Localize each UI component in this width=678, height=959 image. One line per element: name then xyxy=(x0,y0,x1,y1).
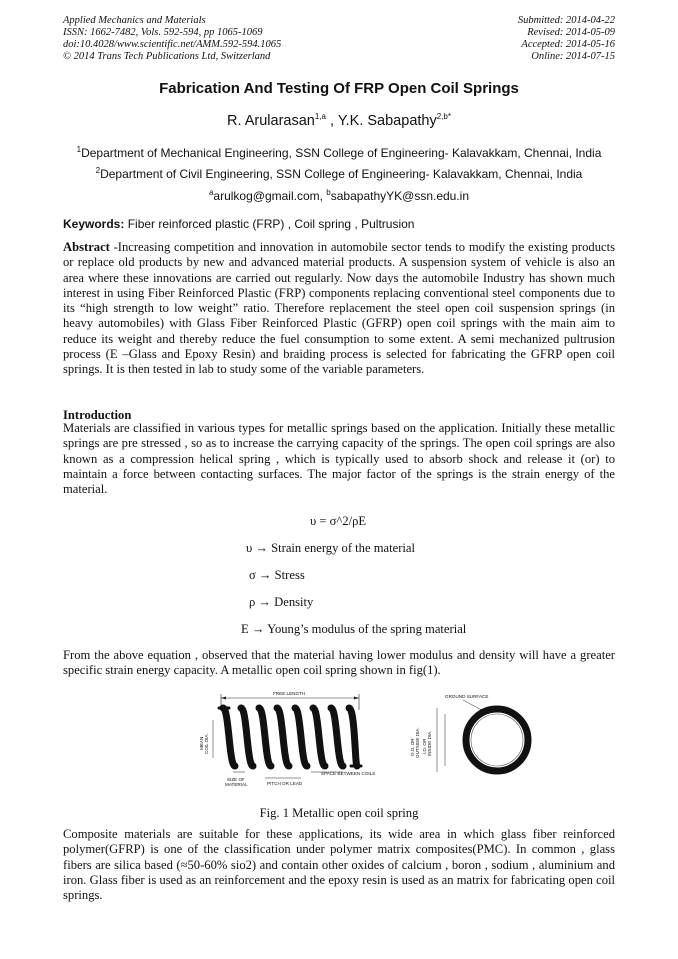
online-date: Online: 2014-07-15 xyxy=(531,51,615,62)
aff1-sup: 1 xyxy=(76,145,82,154)
introduction-paragraph-1: Materials are classified in various types for metallic springs based on the application. Initially these metallic springs are pre stressed , so as to increase the carrying capacity of the springs. The open coil springs are also known as a compression helical spring , which is typically used to absorb shock and release it (or) to maintain a force between contacting surfaces. The major factor of the springs is the strain energy of the material. xyxy=(63,421,615,497)
size-material-label-1: SIZE OF xyxy=(227,777,245,782)
aff1-text: Department of Mechanical Engineering, SSN College of Engineering- Kalavakkam, Chennai, India xyxy=(81,146,602,160)
email-a[interactable]: arulkog@gmail.com, xyxy=(213,189,327,203)
submitted-date: Submitted: 2014-04-22 xyxy=(517,15,615,26)
authors xyxy=(0,113,678,129)
od-label-1: O.D. OR xyxy=(410,738,415,756)
spring-figure xyxy=(193,688,603,793)
author-2: Y.K. Sabapathy xyxy=(337,113,437,129)
author-1: R. Arularasan xyxy=(227,113,315,129)
doi: doi:10.4028/www.scientific.net/AMM.592-594.1065 xyxy=(63,39,282,50)
introduction-paragraph-2: From the above equation , observed that the material having lower modulus and density will have a greater specific strain energy capacity. A metallic open coil spring shown in fig(1). xyxy=(63,648,615,678)
spring-coils xyxy=(219,708,361,766)
emails xyxy=(0,189,678,203)
id-label-1: I.D. OR xyxy=(422,738,427,754)
free-length-label: FREE LENGTH xyxy=(273,691,306,696)
email-a-sup: a xyxy=(208,188,214,197)
paper-title: Fabrication And Testing Of FRP Open Coil Springs xyxy=(159,80,519,97)
author-separator: , xyxy=(326,113,338,129)
introduction-heading: Introduction xyxy=(63,408,132,422)
abstract-label: Abstract xyxy=(63,240,110,254)
definition-stress: σ → Stress xyxy=(249,568,305,582)
journal-header xyxy=(63,15,281,63)
keywords-label: Keywords: xyxy=(63,217,125,231)
definition-density: ρ → Density xyxy=(249,595,314,609)
definition-youngs-modulus: E → Young’s modulus of the spring material xyxy=(241,622,467,636)
revised-date: Revised: 2014-05-09 xyxy=(527,27,615,38)
email-b[interactable]: sabapathyYK@ssn.edu.in xyxy=(330,189,470,203)
dates-header xyxy=(518,15,615,63)
accepted-date: Accepted: 2014-05-16 xyxy=(521,39,615,50)
figure-caption: Fig. 1 Metallic open coil spring xyxy=(259,806,419,820)
journal-name: Applied Mechanics and Materials xyxy=(63,15,206,26)
copyright: © 2014 Trans Tech Publications Ltd, Switzerland xyxy=(63,51,271,62)
keywords-text: Fiber reinforced plastic (FRP) , Coil spring , Pultrusion xyxy=(124,217,415,231)
equation: υ = σ^2/ρE xyxy=(310,514,367,528)
od-label-2: OUTSIDE DIA. xyxy=(415,727,420,758)
affiliation-1 xyxy=(0,146,678,160)
email-b-sup: b xyxy=(326,188,331,197)
ground-surface-label: GROUND SURFACE xyxy=(445,694,489,699)
spring-end-ring xyxy=(466,709,528,771)
size-material-label-2: MATERIAL xyxy=(225,782,248,787)
mean-dia-label-1: MEAN xyxy=(199,736,204,750)
abstract xyxy=(63,240,615,378)
id-label-2: INSIDE DIA. xyxy=(427,730,432,756)
affiliation-2 xyxy=(0,167,678,181)
author-2-sup: 2,b* xyxy=(436,112,451,122)
definition-strain-energy: υ → Strain energy of the material xyxy=(246,541,415,555)
space-label: SPACE BETWEEN COILS xyxy=(321,771,376,776)
introduction-paragraph-3: Composite materials are suitable for these applications, its wide area in which glass fiber reinforced polymer(GFRP) is one of the classification under polymer matrix composites(PMC). In common , glass fibers are silica based (≈50-60% sio2) and contain other oxides of calcium , boron , sodium , aluminium and iron. Glass fiber is used as an reinforcement and the epoxy resin is used as an matrix for fabricating open coil springs. xyxy=(63,827,615,903)
aff2-text: Department of Civil Engineering, SSN College of Engineering- Kalavakkam, Chennai, India xyxy=(100,167,583,181)
keywords xyxy=(63,217,414,231)
mean-dia-label-2: COIL DIA. xyxy=(204,733,209,754)
author-1-sup: 1,a xyxy=(314,112,326,122)
issn: ISSN: 1662-7482, Vols. 592-594, pp 1065-1069 xyxy=(63,27,263,38)
abstract-text: -Increasing competition and innovation in automobile sector tends to modify the existing products or replace old products by new and advanced material products. A suspension system of vehicle is also an area where these innovations are carried out regularly. Now days the automobile Industry has shown much interest in using Fiber Reinforced Plastic (FRP) components replacing conventional steel components due to its “high strength to low weight” ratio. Therefore replacement the steel open coil suspension springs (in heavy automobiles) with Glass Fiber Reinforced Plastic (GFRP) open coil springs with the main aim to reduce its weight and thereby reduce the fuel consumption to some extent. A semi mechanized pultrusion process (E –Glass and Epoxy Resin) and braiding process is selected for fabricating the GFRP open coil springs. It is then tested in lab to study some of the variable parameters. xyxy=(63,240,615,377)
aff2-sup: 2 xyxy=(95,166,101,175)
pitch-label: PITCH OR LEAD xyxy=(267,781,303,786)
